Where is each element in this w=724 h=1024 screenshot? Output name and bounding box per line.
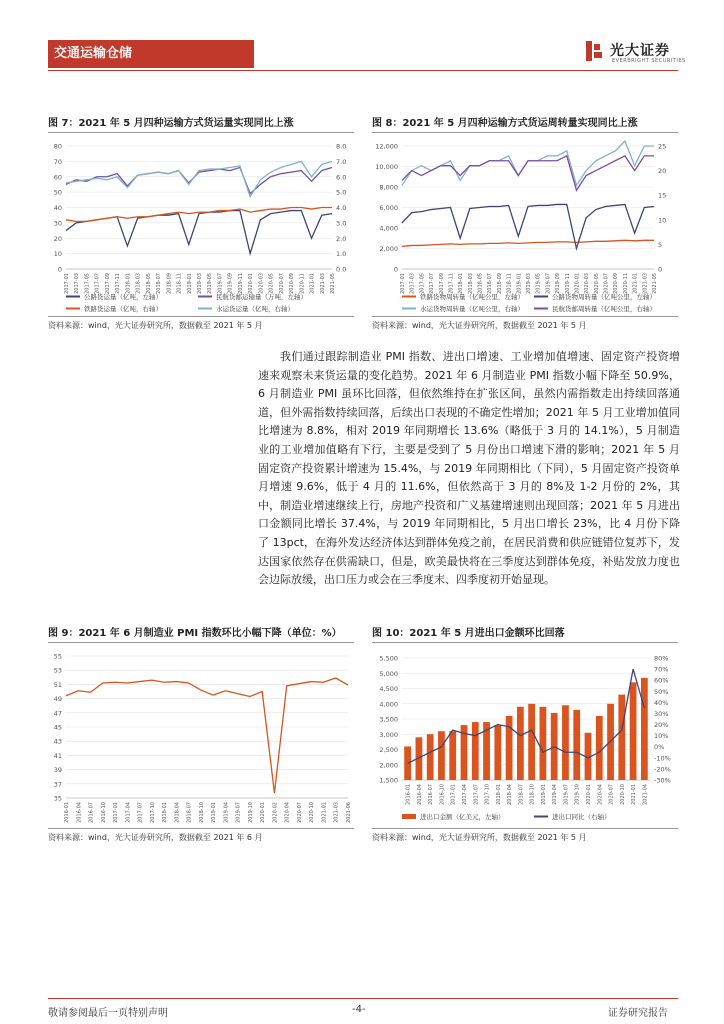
y-tick-label-left: 49 — [53, 695, 62, 704]
y-tick-label-right: -10% — [654, 754, 671, 763]
y-tick-label-right: 30% — [654, 709, 669, 718]
y-tick-label-left: 5,500 — [379, 654, 398, 663]
header-rule — [48, 70, 678, 71]
x-tick-label: 2018-03 — [135, 273, 142, 294]
x-tick-label: 2019-03 — [526, 273, 532, 294]
y-tick-label-left: 10,000 — [375, 163, 398, 171]
bar — [596, 716, 603, 780]
series-line — [66, 678, 348, 793]
legend-swatch — [402, 814, 416, 819]
x-tick-label: 2021-01 — [321, 802, 328, 823]
x-tick-label: 2018-01 — [458, 273, 465, 294]
x-tick-label: 2016-04 — [76, 802, 83, 823]
x-tick-label: 2021-03 — [642, 273, 649, 294]
y-tick-label-left: 80 — [53, 142, 62, 151]
legend-label: 水运货运量（亿吨，右轴） — [216, 305, 294, 313]
y-tick-label-right: 10 — [658, 216, 667, 225]
y-tick-label-left: 2,000 — [379, 761, 398, 770]
brand-logo-icon — [584, 40, 604, 62]
legend-label: 进出口金额（亿美元，左轴） — [420, 813, 505, 821]
y-tick-label-right: 5.0 — [336, 188, 347, 197]
bar — [540, 707, 547, 780]
y-tick-label-right: 2.0 — [336, 234, 347, 243]
series-line — [66, 161, 332, 196]
x-tick-label: 2019-07 — [545, 273, 552, 294]
bar — [562, 705, 569, 780]
y-tick-label-left: 20 — [53, 234, 62, 243]
x-tick-label: 2019-01 — [540, 784, 547, 805]
x-tick-label: 2019-07 — [235, 802, 242, 823]
y-tick-label-left: 45 — [53, 723, 62, 732]
x-tick-label: 2018-04 — [174, 802, 181, 823]
y-tick-label-right: 0.0 — [336, 265, 347, 274]
x-tick-label: 2021-03 — [319, 273, 326, 294]
x-tick-label: 2018-04 — [507, 784, 514, 805]
figure-9-source: 资料来源：wind，光大证券研究所，数据截至 2021 年 6 月 — [48, 833, 263, 842]
y-tick-label-left: 6,000 — [379, 204, 398, 212]
x-tick-label: 2018-01 — [162, 802, 169, 823]
x-tick-label: 2018-10 — [529, 784, 536, 805]
x-tick-label: 2019-07 — [217, 273, 224, 294]
series-line — [402, 141, 654, 185]
body-paragraph — [258, 348, 680, 590]
bar — [528, 704, 535, 780]
x-tick-label: 2019-09 — [227, 273, 234, 294]
x-tick-label: 2020-04 — [284, 802, 291, 823]
x-tick-label: 2019-05 — [207, 273, 214, 294]
x-tick-label: 2019-01 — [516, 273, 523, 294]
x-tick-label: 2018-05 — [145, 273, 152, 294]
x-tick-label: 2017-07 — [429, 273, 436, 294]
legend-label: 水运货物周转量（亿吨公里，右轴） — [420, 305, 524, 313]
x-tick-label: 2019-11 — [564, 273, 571, 294]
bar — [573, 710, 580, 780]
x-tick-label: 2020-07 — [278, 273, 285, 294]
figure-9-rule — [48, 642, 354, 643]
y-tick-label-right: 0 — [658, 265, 663, 274]
bar — [506, 716, 513, 780]
x-tick-label: 2019-10 — [247, 802, 254, 823]
legend-label: 铁路货物周转量（亿吨公里，左轴） — [420, 293, 524, 301]
x-tick-label: 2021-05 — [330, 273, 336, 294]
bar — [494, 725, 501, 780]
y-tick-label-left: 70 — [53, 157, 62, 166]
footer-report-type: 证券研究报告 — [608, 1008, 668, 1019]
y-tick-label-right: 8.0 — [336, 142, 347, 151]
series-line — [402, 156, 654, 190]
legend-label: 公路货运量（亿吨，左轴） — [84, 293, 162, 301]
y-tick-label-left: 35 — [53, 794, 62, 803]
x-tick-label: 2017-04 — [125, 802, 132, 823]
figure-7-bottom-rule — [48, 316, 354, 317]
x-tick-label: 2021-01 — [631, 784, 638, 805]
x-tick-label: 2020-04 — [597, 784, 604, 805]
x-tick-label: 2016-04 — [416, 784, 423, 805]
x-tick-label: 2021-03 — [333, 802, 340, 823]
series-line — [402, 204, 654, 248]
x-tick-label: 2018-03 — [467, 273, 474, 294]
figure-8-bottom-rule — [372, 316, 678, 317]
x-tick-label: 2017-04 — [462, 784, 468, 805]
legend-label: 民航货邮周转量（亿吨公里，右轴） — [552, 305, 656, 313]
y-tick-label-left: 30 — [53, 219, 62, 228]
y-tick-label-right: 60% — [654, 676, 669, 685]
y-tick-label-left: 2,500 — [379, 746, 398, 754]
x-tick-label: 2020-05 — [593, 273, 600, 294]
x-tick-label: 2016-01 — [405, 784, 412, 805]
y-tick-label-left: 5,000 — [379, 669, 398, 678]
footer-disclaimer: 敬请参阅最后一页特别声明 — [48, 1008, 168, 1019]
figure-7-title: 图 7：2021 年 5 月四种运输方式货运量实现同比上涨 — [48, 118, 294, 129]
y-tick-label-left: 37 — [53, 780, 62, 789]
x-tick-label: 2021-01 — [309, 273, 316, 294]
legend-label: 民航货邮运输量（万吨，左轴） — [216, 293, 307, 301]
x-tick-label: 2017-09 — [104, 273, 111, 294]
bar — [517, 707, 524, 780]
x-tick-label: 2021-04 — [642, 784, 649, 805]
figure-10-chart — [372, 646, 680, 824]
y-tick-label-left: 4,000 — [379, 224, 398, 233]
series-line — [66, 211, 332, 254]
y-tick-label-left: 4,500 — [379, 685, 398, 693]
y-tick-label-right: 6.0 — [336, 173, 347, 182]
x-tick-label: 2017-07 — [473, 784, 480, 805]
legend-label: 进出口同比（右轴） — [552, 813, 611, 821]
y-tick-label-left: 40 — [53, 204, 62, 212]
bar — [641, 678, 648, 780]
x-tick-label: 2019-09 — [555, 273, 562, 294]
figure-10-title: 图 10：2021 年 5 月进出口金额环比回落 — [372, 628, 565, 639]
x-tick-label: 2017-01 — [400, 273, 406, 294]
x-tick-label: 2019-10 — [574, 784, 581, 805]
x-tick-label: 2020-10 — [619, 784, 626, 805]
y-tick-label-right: 1.0 — [336, 250, 347, 259]
figure-8-rule — [372, 132, 678, 133]
y-tick-label-left: 47 — [53, 709, 62, 718]
x-tick-label: 2018-01 — [125, 273, 132, 294]
x-tick-label: 2018-09 — [496, 273, 503, 294]
x-tick-label: 2019-03 — [197, 273, 203, 294]
x-tick-label: 2017-05 — [419, 273, 426, 294]
x-tick-label: 2020-07 — [603, 273, 610, 294]
figure-10-rule — [372, 642, 678, 643]
x-tick-label: 2020-07 — [608, 784, 615, 805]
x-tick-label: 2020-03 — [584, 273, 591, 294]
y-tick-label-left: 53 — [53, 666, 62, 675]
y-tick-label-right: -30% — [654, 776, 671, 785]
figure-10-bottom-rule — [372, 828, 678, 829]
x-tick-label: 2017-03 — [74, 273, 81, 294]
y-tick-label-left: 51 — [53, 680, 62, 689]
y-tick-label-left: 55 — [53, 652, 62, 661]
x-tick-label: 2017-07 — [94, 273, 101, 294]
x-tick-label: 2018-07 — [518, 784, 525, 805]
x-tick-label: 2018-09 — [166, 273, 173, 294]
x-tick-label: 2017-03 — [409, 273, 416, 294]
y-tick-label-left: 60 — [53, 173, 62, 182]
x-tick-label: 2017-11 — [115, 273, 122, 294]
legend-label: 公路货物周转量（亿吨公里，左轴） — [552, 293, 656, 301]
x-tick-label: 2017-07 — [137, 802, 144, 823]
y-tick-label-left: 12,000 — [375, 142, 398, 151]
y-tick-label-right: 80% — [654, 654, 669, 663]
x-tick-label: 2017-10 — [149, 802, 156, 823]
x-tick-label: 2018-07 — [186, 802, 193, 823]
x-tick-label: 2020-10 — [309, 802, 316, 823]
series-line — [402, 240, 654, 246]
x-tick-label: 2020-07 — [296, 802, 303, 823]
y-tick-label-right: 3.0 — [336, 219, 347, 228]
y-tick-label-right: 25 — [658, 142, 667, 151]
y-tick-label-left: 2,000 — [379, 245, 398, 253]
x-tick-label: 2018-07 — [156, 273, 163, 294]
x-tick-label: 2019-04 — [552, 784, 559, 805]
x-tick-label: 2020-11 — [299, 273, 306, 294]
x-tick-label: 2020-02 — [272, 802, 279, 823]
y-tick-label-left: 50 — [53, 188, 62, 197]
x-tick-label: 2018-10 — [198, 802, 205, 823]
x-tick-label: 2017-09 — [438, 273, 445, 294]
x-tick-label: 2021-05 — [652, 273, 658, 294]
figure-9-title: 图 9：2021 年 6 月制造业 PMI 指数环比小幅下降（单位：%） — [48, 628, 342, 639]
legend-label: 铁路货运量（亿吨，右轴） — [84, 305, 162, 313]
y-tick-label-right: 15 — [658, 191, 667, 200]
x-tick-label: 2020-05 — [268, 273, 275, 294]
x-tick-label: 2021-06 — [346, 802, 352, 823]
bar — [630, 682, 637, 780]
y-tick-label-right: 50% — [654, 687, 669, 696]
y-tick-label-left: 43 — [53, 737, 62, 746]
figure-10-source: 资料来源：wind，光大证券研究所，数据截至 2021 年 5 月 — [372, 833, 587, 842]
y-tick-label-left: 39 — [53, 766, 62, 775]
x-tick-label: 2020-01 — [248, 273, 255, 294]
figure-7-rule — [48, 132, 354, 133]
figure-8-source: 资料来源：wind，光大证券研究所，数据截至 2021 年 5 月 — [372, 321, 587, 330]
x-tick-label: 2017-05 — [84, 273, 91, 294]
figure-7-source: 资料来源：wind，光大证券研究所，数据截至 2021 年 5 月 — [48, 321, 263, 330]
brand-subtitle: EVERBRIGHT SECURITIES — [612, 58, 686, 64]
figure-9-chart — [48, 646, 356, 824]
body-text: 我们通过跟踪制造业 PMI 指数、进出口增速、工业增加值增速、固定资产投资增速来观察未来货运量的变化趋势。2021 年 6 月制造业 PMI 指数小幅下降至 50.9%，6 月制造业 PMI 虽环比回落，但依然维持在扩张区间，虽然内需指数走出持续回落通道，但外需指数持续回落，后续出口表现的不确定性增加；2021 年 5 月工业增加值同比增速为 8.8%，相对 2019 年同期增长 13.6%（略低于 3 月的 14.1%），5 月制造业的工业增加值略有下行，主要是受到了 5 月份出口增速下滑的影响；2021 年 5 月固定资产投资累计增速为 15.4%，与 2019 年同期相比（下同），5 月固定资产投资单月增速 9.6%，低于 4 月的 11.6%，但依然高于 3 月的 8%及 1-2 月份的 2%，其中，制造业增速继续上行，房地产投资和广义基建增速则出现回落；2021 年 5 月进出口金额同比增长 37.4%，与 2019 年同期相比，5 月出口增长 23%，比 4 月份下降了 13pct，在海外发达经济体达到群体免疫之前，在居民消费和供应链错位复苏下，发达国家依然存在供需缺口，但是，欧美最快将在三季度达到群体免疫，补贴发放力度也会边际放缓，出口压力或会在三季度末、四季度初开始显现。 — [258, 350, 680, 587]
x-tick-label: 2019-11 — [237, 273, 244, 294]
y-tick-label-right: 20 — [658, 167, 667, 176]
y-tick-label-right: 20% — [654, 721, 669, 730]
bar — [618, 695, 625, 780]
x-tick-label: 2017-01 — [113, 802, 120, 823]
y-tick-label-left: 3,500 — [379, 715, 398, 724]
y-tick-label-right: 0% — [654, 743, 665, 752]
y-tick-label-left: 3,000 — [379, 730, 398, 739]
x-tick-label: 2019-01 — [211, 802, 218, 823]
x-tick-label: 2020-09 — [613, 273, 620, 294]
x-tick-label: 2019-04 — [223, 802, 230, 823]
y-tick-label-left: 0 — [57, 265, 62, 274]
figure-8-chart — [372, 136, 680, 314]
figure-8-title: 图 8：2021 年 5 月四种运输方式货运周转量实现同比上涨 — [372, 118, 638, 129]
bar — [472, 722, 479, 780]
x-tick-label: 2020-01 — [260, 802, 267, 823]
y-tick-label-left: 41 — [53, 751, 62, 760]
figure-7-chart — [48, 136, 356, 314]
x-tick-label: 2017-01 — [450, 784, 457, 805]
x-tick-label: 2020-01 — [586, 784, 592, 805]
bar — [449, 731, 456, 780]
footer-rule — [48, 998, 678, 999]
x-tick-label: 2020-03 — [258, 273, 265, 294]
brand-name: 光大证券 — [610, 43, 670, 59]
x-tick-label: 2018-11 — [506, 273, 513, 294]
bar — [438, 731, 445, 780]
y-tick-label-right: -20% — [654, 765, 671, 774]
x-tick-label: 2017-10 — [484, 784, 491, 805]
x-tick-label: 2016-10 — [100, 802, 107, 823]
y-tick-label-left: 4,000 — [379, 700, 398, 709]
x-tick-label: 2018-01 — [495, 784, 502, 805]
x-tick-label: 2019-05 — [535, 273, 542, 294]
figure-9-bottom-rule — [48, 828, 354, 829]
section-tag: 交通运输仓储 — [48, 40, 254, 68]
page-number: -4- — [352, 1004, 366, 1015]
x-tick-label: 2019-07 — [563, 784, 570, 805]
y-tick-label-right: 70% — [654, 665, 669, 674]
x-tick-label: 2020-11 — [622, 273, 629, 294]
x-tick-label: 2018-05 — [477, 273, 484, 294]
bar — [427, 734, 434, 780]
y-tick-label-right: 10% — [654, 732, 669, 741]
y-tick-label-left: 0 — [393, 265, 398, 274]
y-tick-label-left: 8,000 — [379, 183, 398, 192]
x-tick-label: 2020-01 — [574, 273, 581, 294]
y-tick-label-right: 4.0 — [336, 204, 347, 212]
x-tick-label: 2019-01 — [186, 273, 193, 294]
y-tick-label-left: 1,500 — [379, 776, 398, 785]
x-tick-label: 2016-10 — [439, 784, 446, 805]
y-tick-label-left: 10 — [53, 250, 62, 259]
x-tick-label: 2016-07 — [428, 784, 435, 805]
y-tick-label-right: 5 — [658, 240, 663, 249]
x-tick-label: 2018-07 — [487, 273, 494, 294]
y-tick-label-right: 40% — [654, 698, 669, 707]
x-tick-label: 2016-07 — [88, 802, 95, 823]
x-tick-label: 2017-11 — [448, 273, 455, 294]
x-tick-label: 2018-11 — [176, 273, 183, 294]
x-tick-label: 2021-01 — [632, 273, 639, 294]
y-tick-label-right: 7.0 — [336, 157, 347, 166]
x-tick-label: 2017-01 — [64, 273, 70, 294]
x-tick-label: 2020-09 — [289, 273, 296, 294]
x-tick-label: 2016-01 — [64, 802, 70, 823]
